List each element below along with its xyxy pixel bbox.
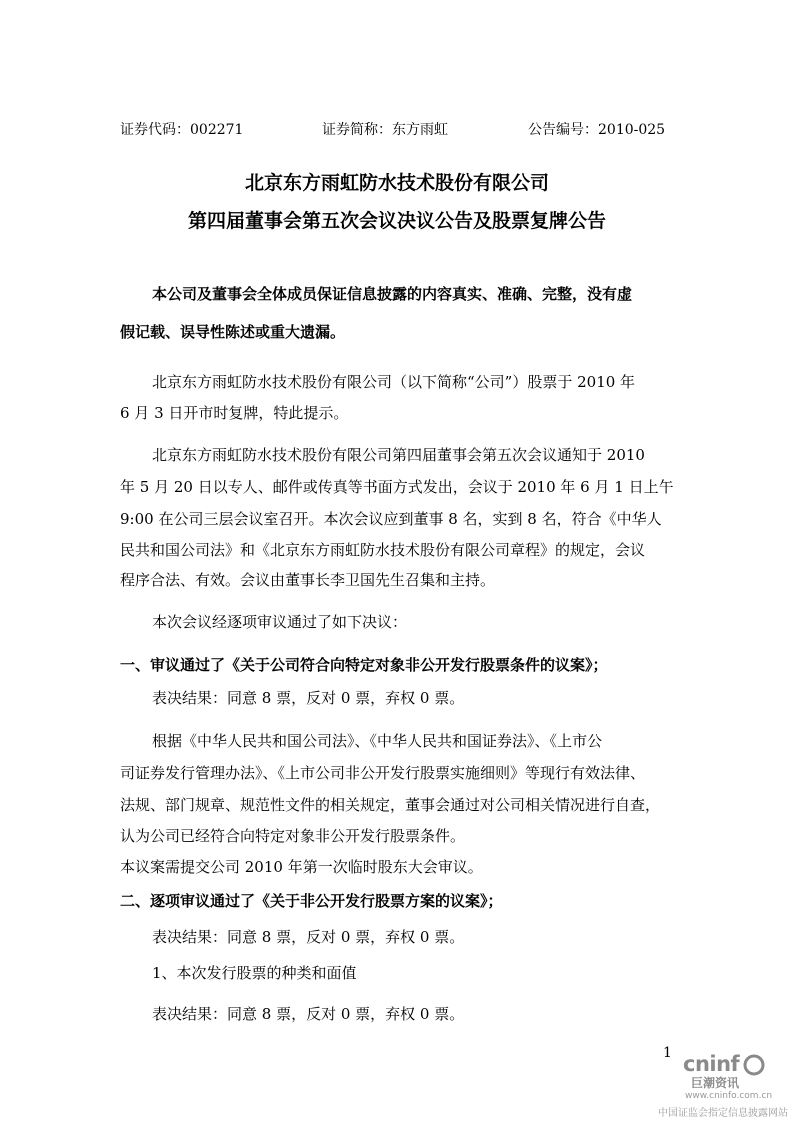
swirl-icon: [743, 1054, 765, 1076]
cninfo-logo: [655, 1050, 794, 1123]
para2-line-4: 民共和国公司法》和《北京东方雨虹防水技术股份有限公司章程》的规定，会议: [120, 541, 646, 559]
item1-body-3: 法规、部门规章、规范性文件的相关规定，董事会通过对公司相关情况进行自查，: [120, 796, 661, 814]
item1-heading: 一、审议通过了《关于公司符合向特定对象非公开发行股票条件的议案》；: [120, 656, 608, 674]
company-title: 北京东方雨虹防水技术股份有限公司: [244, 172, 549, 194]
page-number: 1: [663, 1045, 672, 1061]
para2-line-5: 程序合法、有效。会议由董事长李卫国先生召集和主持。: [120, 571, 496, 589]
logo-wordmark: cninf: [683, 1052, 740, 1076]
security-short-name: 证券简称：东方雨虹: [322, 122, 448, 138]
item2-sub1-vote: 表决结果：同意 8 票，反对 0 票，弃权 0 票。: [152, 1005, 465, 1023]
para3: 本次会议经逐项审议通过了如下决议：: [152, 613, 408, 631]
item1-body-2: 司证券发行管理办法》、《上市公司非公开发行股票实施细则》等现行有效法律、: [120, 764, 646, 782]
para2-line-2: 年 5 月 20 日以专人、邮件或传真等书面方式发出，会议于 2010 年 6 月 1 日上午: [120, 478, 674, 496]
notice-number: 公告编号：2010-025: [528, 122, 666, 138]
item1-note: 本议案需提交公司 2010 年第一次临时股东大会审议。: [120, 858, 483, 876]
para2-line-3: 9:00 在公司三层会议室召开。本次会议应到董事 8 名，实到 8 名，符合《中华人: [120, 510, 662, 528]
document-title: 第四届董事会第五次会议决议公告及股票复牌公告: [187, 210, 606, 232]
item2-vote: 表决结果：同意 8 票，反对 0 票，弃权 0 票。: [152, 928, 465, 946]
item2-sub1: 1、本次发行股票的种类和面值: [152, 964, 357, 982]
logo-chinese-name: 巨潮资讯: [691, 1076, 740, 1090]
para2-line-1: 北京东方雨虹防水技术股份有限公司第四届董事会第五次会议通知于 2010: [152, 446, 645, 464]
logo-tagline: 中国证监会指定信息披露网站: [658, 1108, 788, 1119]
statement-line-1: 本公司及董事会全体成员保证信息披露的内容真实、准确、完整，没有虚: [152, 285, 633, 303]
security-code: 证券代码：002271: [120, 122, 244, 138]
item1-vote: 表决结果：同意 8 票，反对 0 票，弃权 0 票。: [152, 689, 465, 707]
item1-body-4: 认为公司已经符合向特定对象非公开发行股票条件。: [120, 827, 466, 845]
logo-url: www.cninfo.com.cn: [685, 1091, 773, 1101]
item1-body-1: 根据《中华人民共和国公司法》、《中华人民共和国证券法》、《上市公: [152, 732, 603, 750]
item2-heading: 二、逐项审议通过了《关于非公开发行股票方案的议案》；: [120, 892, 503, 910]
para1-line-1: 北京东方雨虹防水技术股份有限公司（以下简称“公司”）股票于 2010 年: [152, 373, 636, 391]
statement-line-2: 假记载、误导性陈述或重大遗漏。: [120, 323, 346, 341]
para1-line-2: 6 月 3 日开市时复牌，特此提示。: [120, 404, 349, 422]
